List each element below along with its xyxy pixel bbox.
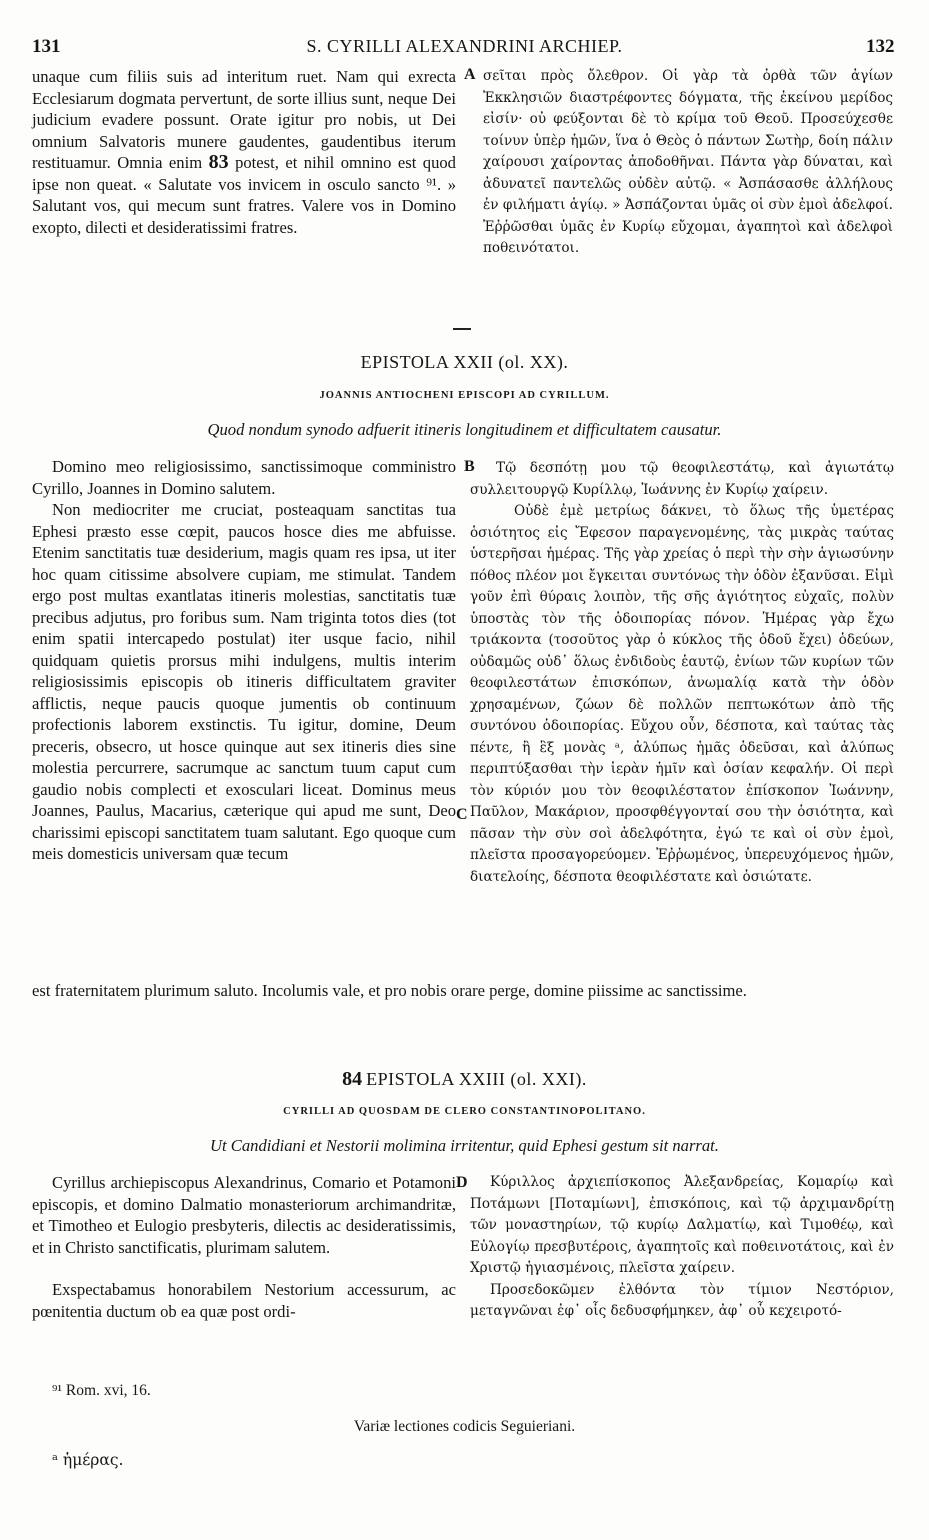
page-number-left: 131: [32, 36, 61, 57]
running-title: S. CYRILLI ALEXANDRINI ARCHIEP.: [306, 36, 623, 56]
epistola-22-subtitle: JOANNIS ANTIOCHENI EPISCOPI AD CYRILLUM.: [319, 390, 610, 401]
epistola-22-greek: [470, 458, 894, 888]
section1-latin-part2: potest, et nihil omnino est quod ipse non queat. « Salutate vos invicem in osculo sancto ⁹¹. » Salutant vos, qui mecum sunt fratres. Valere vos in Domino exopto, dilecti et desideratissimi fratres.: [32, 153, 456, 237]
page-number-right: 132: [866, 36, 895, 57]
epistola-22-greek-greeting: Τῷ δεσπότῃ μου τῷ θεοφιλεστάτῳ, καὶ ἁγιωτάτῳ συλλειτουργῷ Κυρίλλῳ, Ἰωάννης ἐν Κυρίῳ χαίρειν.: [470, 460, 894, 498]
epistola-23-title: EPISTOLA XXIII (ol. XXI).: [366, 1069, 587, 1089]
epistola-22-greek-body: Οὐδὲ ἐμὲ μετρίως δάκνει, τὸ ὅλως τῆς ὑμετέρας ὁσιότητος εἰς Ἔφεσον παραγενομένης, τὰς μικρὰς ταύτας ὑστερῆσαι ἡμέρας. Τῆς γὰρ χρείας ὁ περὶ τὴν σὴν ἁγιωσύνην πόθος πλέον μοι ἔγκειται συντόνως τὴν ὁδὸν ἐξανῦσαι. Εἰμὶ γοῦν ἐπὶ θύραις λοιπὸν, τῆς σῆς ἁγιότητος εὐχαῖς, πολὺν ὑποστὰς τὸν τῆς ὁδοιπορίας πόνον. Ἡμέρας γὰρ ἔχω τριάκοντα (τοσοῦτος γὰρ ὁ κύκλος τῆς ὁδοῦ ἔχει) ὁδεύων, οὐδαμῶς οὐδ᾽ ὅλως ἐνδιδοὺς ἑαυτῷ, ἐνίων τῶν κυρίων τῶν θεοφιλεστάτων ἐπισκόπων, ἀνωμαλίᾳ κατὰ τὴν ὁδὸν χρησαμένων, ζώων δὲ πολλῶν πεπτωκότων ἀπὸ τῆς συντόνου ὁδοιπορίας. Εὔχου οὖν, δέσποτα, καὶ ταύτας τὰς πέντε, ἢ ἓξ μονὰς ᵃ, ἀλύπως ἡμᾶς ὁδεῦσαι, καὶ ἀλύπως περιπτύξασθαι τὴν ἱερὰν ἡμῖν καὶ ὁσίαν κεφαλήν. Οἱ περὶ τὸν κύριόν μου τὸν θεοφιλέστατον ἐπίσκοπον Ἰωάννην, Παῦλον, Μακάριον, προσφθέγγονταί σου τὴν ὁσιότητα, καὶ πᾶσαν τὴν σὺν σοὶ ἀδελφότητα, ἐγώ τε καὶ οἱ σὺν ἐμοὶ, πλεῖστα προσαγορεύομεν. Ἐῤῥωμένος, ὑπερευχόμενος ἡμῶν, διατελοίης, δέσποτα θεοφιλέστατε καὶ ὁσιώτατε.: [470, 503, 894, 885]
section1-greek-text: σεῖται πρὸς ὄλεθρον. Οἱ γὰρ τὰ ὀρθὰ τῶν ἁγίων Ἐκκλησιῶν διαστρέφοντες δόγματα, τῆς ἐκείνου μερίδος εἰσίν· οὐ φεύξονται δὲ τὸ κρίμα τοῦ Θεοῦ. Προσεύχεσθε τοίνυν ὑπὲρ ἡμῶν, ἵνα ὁ Θεὸς ὁ πάντων Σωτὴρ, δοίη πάλιν χαίρουσι χαίροντας ἀποδοθῆναι. Πάντα γὰρ δύναται, καὶ ἀδυνατεῖ παντελῶς οὐδὲν αὐτῷ. « Ἀσπάσασθε ἀλλήλους ἐν φιλήματι ἁγίῳ. » Ἀσπάζονται ὑμᾶς οἱ σὺν ἐμοὶ ἀδελφοί. Ἐῤῥῶσθαι ὑμᾶς ἐν Κυρίῳ εὔχομαι, ἀγαπητοὶ καὶ ἀδελφοὶ ποθεινότατοι.: [483, 68, 893, 256]
divider-rule: [453, 328, 471, 330]
section1-latin-part1: unaque cum filiis suis ad interitum ruet. Nam qui exrecta Ecclesiarum dogmata pervertunt, de sorte illius sunt, neque Dei judicium evadere possunt. Orate igitur pro nobis, ut Dei omnium Salvatoris munere gaudentes, gaudentibus iterum restituamur. Omnia enim: [32, 67, 456, 172]
variant-reading-a: ᵃ ἡμέρας.: [52, 1451, 124, 1469]
epistola-22-latin-body: Non mediocriter me cruciat, posteaquam sanctitas tua Ephesi præsto esse cœpit, paucos hosce dies me abfuisse. Etenim sanctitatis tuæ desiderium, magis quam res ipsa, ut iter hoc quam citissime absolvere cupiam, me stimulat. Tandem ergo post multas exantlatas itineris molestias, sanctitatis tuæ precibus adjutus, pro foribus sum. Nam triginta totos dies (tot enim spatii intercapedo postulat) iter usque facio, nihil quidquam quietis prorsus mihi indulgens, multis interim religiosissimis episcopis ob itineris difficultatem graviter afflictis, neque paucis quoque jumentis ob continuum profectionis laborem exstinctis. Tu igitur, domine, Deum preceris, obsecro, ut hosce quinque aut sex itineris dies sine molestia percurrere, sacrumque ac sanctum tuum caput cum gaudio nobis complecti et exosculari liceat. Dominus meus Joannes, Paulus, Macarius, cæterique qui apud me sunt, Deo charissimi episcopi sanctitatem tuam salutant. Ego quoque cum meis domesticis universam quæ tecum: [32, 500, 456, 863]
epistola-23-greek-greeting: Κύριλλος ἀρχιεπίσκοπος Ἀλεξανδρείας, Κομαρίῳ καὶ Ποτάμωνι [Ποταμίωνι], ἐπισκόποις, καὶ τῷ ἀρχιμανδρίτῃ τῶν μοναστηρίων, τῷ κυρίῳ Δαλματίῳ, καὶ Τιμοθέῳ, καὶ Εὐλογίῳ πρεσβυτέροις, ἀγαπητοῖς καὶ ποθεινοτάτοις, καὶ ἐν Χριστῷ ἡγιασμένοις, πλεῖστα χαίρειν.: [470, 1174, 894, 1276]
epistola-23-latin: [32, 1172, 456, 1322]
epistola-22-title: EPISTOLA XXII (ol. XX).: [360, 352, 569, 372]
column-number-84: 84: [342, 1068, 363, 1090]
margin-letter-a: A: [464, 66, 476, 83]
epistola-22-latin-greeting: Domino meo religiosissimo, sanctissimoque comministro Cyrillo, Joannes in Domino salutem.: [32, 457, 456, 498]
epistola-22-latin: [32, 456, 456, 865]
epistola-23-heading: [0, 1068, 929, 1091]
epistola-23-subtitle: CYRILLI AD QUOSDAM DE CLERO CONSTANTINOPOLITANO.: [283, 1106, 646, 1117]
footnote-91: ⁹¹ Rom. xvi, 16.: [52, 1382, 151, 1399]
margin-letter-c: C: [456, 806, 468, 823]
epistola-23-summary: Ut Candidiani et Nestorii molimina irritentur, quid Ephesi gestum sit narrat.: [210, 1136, 719, 1155]
epistola-22-summary: Quod nondum synodo adfuerit itineris longitudinem et difficultatem causatur.: [207, 420, 722, 439]
epistola-23-latin-greeting: Cyrillus archiepiscopus Alexandrinus, Comario et Potamoni episcopis, et domino Dalmatio monasteriorum archimandritæ, et Timotheo et Eulogio presbyteris, dilectis ac desideratissimis, et in Christo sanctificatis, plurimam salutem.: [32, 1173, 456, 1257]
margin-letter-b: B: [464, 458, 475, 475]
column-number-83: 83: [208, 151, 229, 173]
variae-lectiones-title: Variæ lectiones codicis Seguieriani.: [353, 1418, 576, 1435]
epistola-23-latin-body: Exspectabamus honorabilem Nestorium accessurum, ac pœnitentia ductum ob ea quæ post ordi-: [32, 1280, 456, 1321]
section1-latin: [32, 66, 456, 238]
section1-greek: [483, 66, 893, 260]
epistola-23-greek-body: Προσεδοκῶμεν ἐλθόντα τὸν τίμιον Νεστόριον, μεταγνῶναι ἐφ᾽ οἷς δεδυσφήμηκεν, ἀφ᾽ οὗ κεχειροτό-: [470, 1281, 894, 1319]
epistola-22-closing: est fraternitatem plurimum saluto. Incolumis vale, et pro nobis orare perge, domine piissime ac sanctissime.: [32, 981, 747, 1000]
epistola-23-greek: [470, 1172, 894, 1323]
margin-letter-d: D: [456, 1174, 468, 1191]
